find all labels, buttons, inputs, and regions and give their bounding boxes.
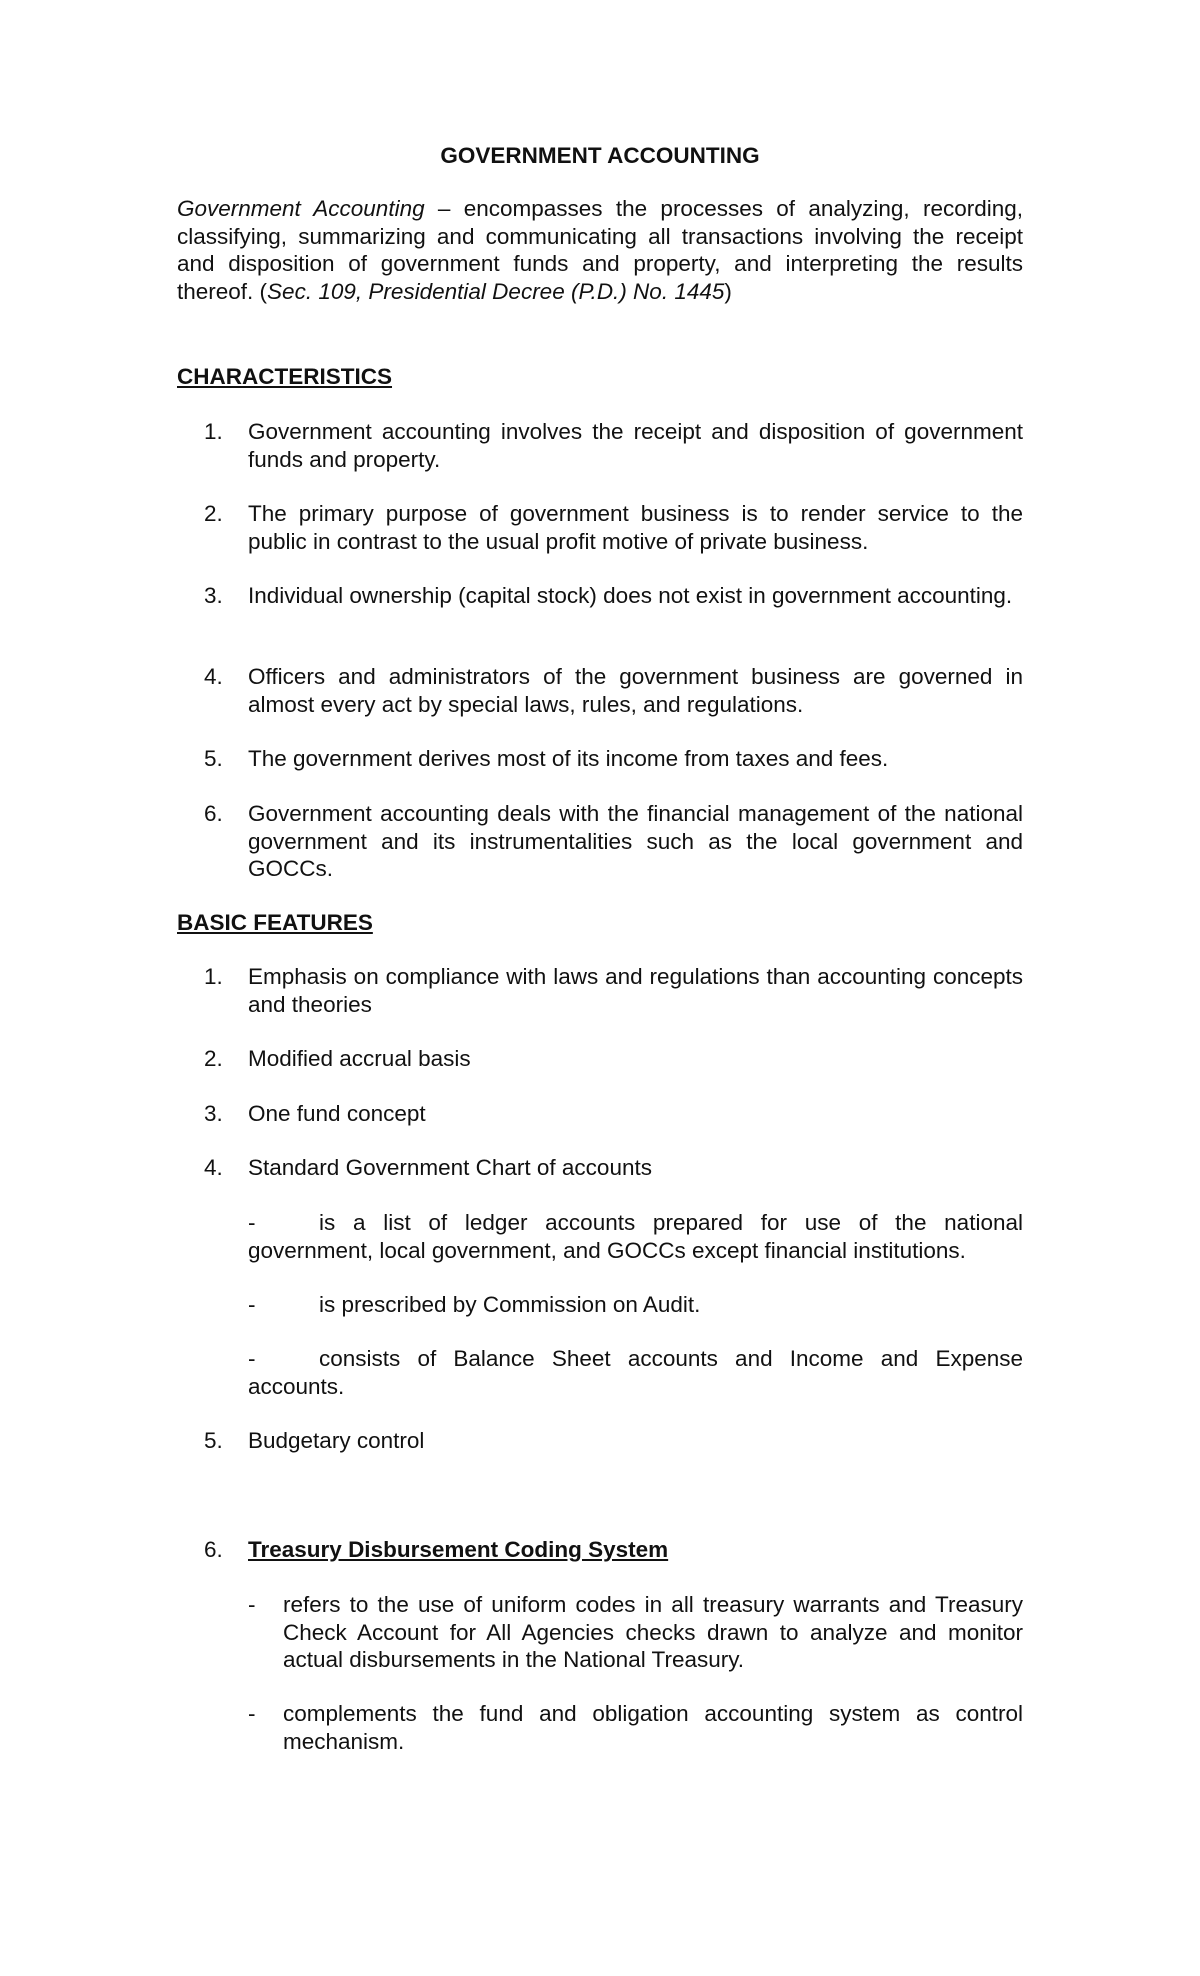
chart-note-3 xyxy=(248,1345,1023,1400)
chart-note-2 xyxy=(248,1291,1023,1319)
dash-marker: - xyxy=(248,1701,256,1726)
basic-features-heading: BASIC FEATURES xyxy=(177,910,373,935)
tdcs-note-2 xyxy=(248,1700,1023,1755)
dash-marker: - xyxy=(248,1292,256,1317)
item-text: Budgetary control xyxy=(248,1428,425,1453)
intro-citation: Sec. 109, Presidential Decree (P.D.) No. 1445 xyxy=(267,278,725,304)
intro-paragraph xyxy=(177,195,1023,305)
dash-marker: - xyxy=(248,1592,256,1617)
item-number: 6. xyxy=(204,801,223,826)
characteristics-item-3 xyxy=(177,582,1023,610)
basic-features-item-5 xyxy=(177,1427,1023,1455)
note-text: consists of Balance Sheet accounts and Income and Expense accounts. xyxy=(248,1346,1023,1399)
characteristics-item-6 xyxy=(177,800,1023,883)
item-number: 4. xyxy=(204,1155,223,1180)
item-text: Officers and administrators of the government business are governed in almost every act by special laws, rules, and regulations. xyxy=(248,664,1023,717)
item-text: Treasury Disbursement Coding System xyxy=(248,1537,669,1562)
dash-marker: - xyxy=(248,1210,256,1235)
item-text: Government accounting deals with the financial management of the national government and its instrumentalities such as the local government and GOCCs. xyxy=(248,801,1023,881)
item-number: 4. xyxy=(204,664,223,689)
item-number: 1. xyxy=(204,964,223,989)
intro-close: ) xyxy=(724,278,732,304)
item-number: 5. xyxy=(204,746,223,771)
item-text: Government accounting involves the receipt and disposition of government funds and property. xyxy=(248,419,1023,472)
item-number: 5. xyxy=(204,1428,223,1453)
chart-note-1 xyxy=(248,1209,1023,1264)
basic-features-item-2 xyxy=(177,1045,1023,1073)
document-title: GOVERNMENT ACCOUNTING xyxy=(440,143,760,168)
intro-definition: – encompasses the processes of analyzing, recording, classifying, summarizing and communicating all transactions involving the receipt and disposition of government funds and property, and interpreting the results thereof. ( xyxy=(177,196,1024,304)
item-number: 3. xyxy=(204,1101,223,1126)
characteristics-item-4 xyxy=(177,663,1023,718)
item-text: One fund concept xyxy=(248,1101,426,1126)
characteristics-heading: CHARACTERISTICS xyxy=(177,364,393,389)
basic-features-item-1 xyxy=(177,963,1023,1018)
item-text: Modified accrual basis xyxy=(248,1046,471,1071)
dash-marker: - xyxy=(248,1346,256,1371)
item-number: 2. xyxy=(204,501,223,526)
note-text: is a list of ledger accounts prepared for use of the national government, local government, and GOCCs except financial institutions. xyxy=(248,1210,1023,1263)
characteristics-item-5 xyxy=(177,745,1023,773)
intro-term: Government Accounting xyxy=(177,196,425,221)
item-number: 1. xyxy=(204,419,223,444)
item-number: 2. xyxy=(204,1046,223,1071)
item-text: The primary purpose of government business is to render service to the public in contrast to the usual profit motive of private business. xyxy=(248,501,1023,554)
item-text: Standard Government Chart of accounts xyxy=(248,1155,652,1180)
characteristics-item-1 xyxy=(177,418,1023,473)
basic-features-item-3 xyxy=(177,1100,1023,1128)
tdcs-note-1 xyxy=(248,1591,1023,1674)
note-text: complements the fund and obligation accounting system as control mechanism. xyxy=(283,1701,1023,1754)
basic-features-item-6 xyxy=(177,1536,1023,1564)
item-number: 6. xyxy=(204,1537,223,1562)
item-text: Individual ownership (capital stock) does not exist in government accounting. xyxy=(248,583,1013,608)
characteristics-item-2 xyxy=(177,500,1023,555)
item-text: Emphasis on compliance with laws and regulations than accounting concepts and theories xyxy=(248,964,1023,1017)
item-text: The government derives most of its income from taxes and fees. xyxy=(248,746,889,771)
note-text: is prescribed by Commission on Audit. xyxy=(319,1292,701,1317)
item-number: 3. xyxy=(204,583,223,608)
note-text: refers to the use of uniform codes in all treasury warrants and Treasury Check Account for All Agencies checks drawn to analyze and monitor actual disbursements in the National Treasury. xyxy=(283,1592,1023,1672)
basic-features-item-4 xyxy=(177,1154,1023,1182)
